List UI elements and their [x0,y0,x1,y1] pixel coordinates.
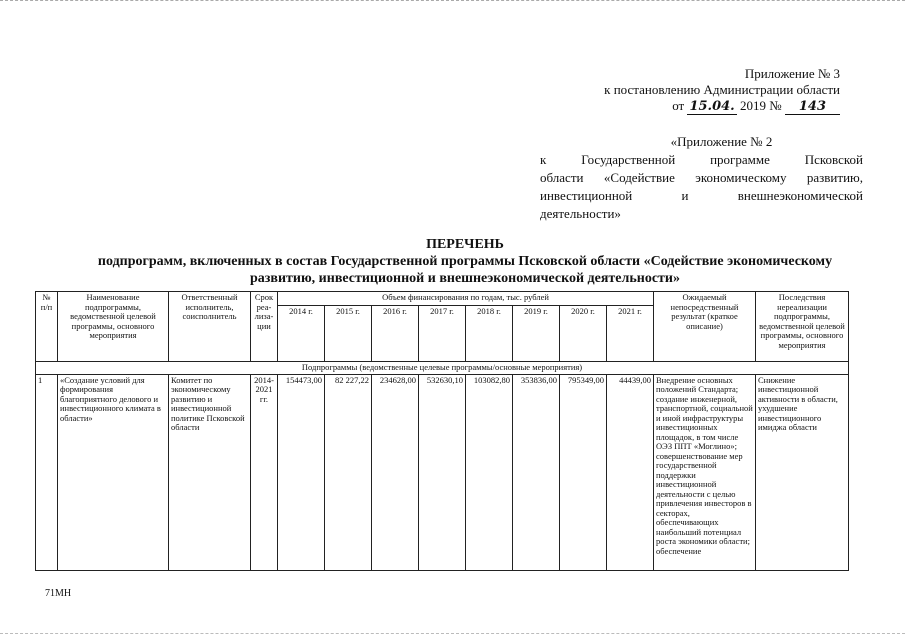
header-year: 2020 г. [560,306,607,362]
header-year: 2018 г. [466,306,513,362]
row-value-2015: 82 227,22 [325,374,372,570]
row-value-2020: 795349,00 [560,374,607,570]
header-year: 2014 г. [278,306,325,362]
document-heading [40,236,890,287]
appendix-3-resolution: к постановлению Администрации области [604,82,840,97]
appendix-2-line-4: деятельности» [540,206,621,221]
row-result: Внедрение основных положений Стандарта; создание инженерной, транспортной, социальной и иной инфраструктуры инвестиционных площадок, в том числе ОЭЗ ППТ «Моглино»; совершенствование мер государственной поддержки инвестиционной деятельности с целью привлечения инвесторов в секторах, обеспечивающих наибольший потенциал роста экономики области; обеспечение [654,374,756,570]
header-year: 2015 г. [325,306,372,362]
row-value-2017: 532630,10 [419,374,466,570]
header-executor: Ответственный исполнитель, соисполнитель [169,292,251,362]
handwritten-date: 15.04. [689,99,735,114]
appendix-3-from: от [672,98,685,113]
row-value-2019: 353836,00 [513,374,560,570]
header-year: 2016 г. [372,306,419,362]
appendix-3-block [540,66,840,115]
row-value-2016: 234628,00 [372,374,419,570]
row-no: 1 [36,374,58,570]
scan-edge-bottom [0,633,905,635]
appendix-2-line-1: к Государственной программе Псковской [540,152,863,167]
footer-code: 71МН [45,588,72,599]
appendix-2-line-3: инвестиционной и внешнеэкономической [540,188,863,203]
header-no: № п/п [36,292,58,362]
table-row [36,374,849,570]
row-value-2018: 103082,80 [466,374,513,570]
header-name: Наименование подпрограммы, ведомственной целевой программы, основного мероприятия [58,292,169,362]
row-term: 2014-2021 гг. [251,374,278,570]
section-label: Подпрограммы (ведомственные целевые программы/основные мероприятия) [36,362,849,375]
appendix-2-block [540,133,863,223]
heading-title: ПЕРЕЧЕНЬ [426,237,504,252]
row-value-2021: 44439,00 [607,374,654,570]
appendix-3-date-line [540,98,840,115]
row-value-2014: 154473,00 [278,374,325,570]
appendix-2-line-2: области «Содействие экономическому развитию, [540,170,863,185]
row-executor: Комитет по экономическому развитию и инвестиционной политике Псковской области [169,374,251,570]
appendix-3-title: Приложение № 3 [744,66,840,81]
header-consequence: Последствия нереализации подпрограммы, ведомственной целевой программы, основного мероприятия [756,292,849,362]
header-year: 2019 г. [513,306,560,362]
appendix-2-title: «Приложение № 2 [670,134,773,149]
header-funding: Объем финансирования по годам, тыс. рублей [278,292,654,306]
heading-subtitle-2: развитию, инвестиционной и внешнеэкономической деятельности» [250,271,680,286]
row-consequence: Снижение инвестиционной активности в области, ухудшение инвестиционного имиджа области [756,374,849,570]
row-name: «Создание условий для формирования благоприятного делового и инвестиционного климата в области» [58,374,169,570]
subprograms-table [35,291,849,571]
header-year: 2017 г. [419,306,466,362]
scan-edge-top [0,0,905,2]
header-year: 2021 г. [607,306,654,362]
heading-subtitle-1: подпрограмм, включенных в состав Государственной программы Псковской области «Содействие экономическому [97,254,833,269]
appendix-3-year-no: 2019 № [739,98,782,113]
header-result: Ожидаемый непосредственный результат (краткое описание) [654,292,756,362]
header-term: Срок реа-лиза-ции [251,292,278,362]
handwritten-number: 143 [785,99,840,115]
